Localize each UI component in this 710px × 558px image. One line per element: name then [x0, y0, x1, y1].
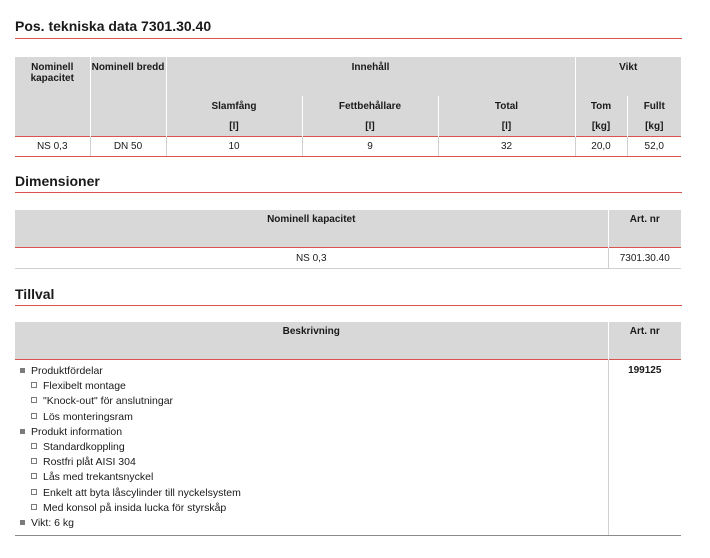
- list-item: [20, 470, 608, 485]
- hollow-square-bullet-icon: [31, 397, 37, 403]
- options-table: [15, 322, 681, 536]
- hollow-square-bullet-icon: [31, 504, 37, 510]
- cell-grease: 9: [302, 137, 438, 157]
- section-title-dimensions: Dimensioner: [15, 173, 100, 189]
- cell-art-no: 7301.30.40: [608, 248, 681, 269]
- section-divider: [15, 305, 682, 306]
- cell-sludge: 10: [166, 137, 302, 157]
- hollow-square-bullet-icon: [31, 489, 37, 495]
- table-row: [15, 360, 681, 536]
- hollow-square-bullet-icon: [31, 458, 37, 464]
- unit-sludge: [l]: [166, 116, 302, 137]
- list-item-label: Lös monteringsram: [43, 410, 133, 423]
- header-empty: Tom: [575, 96, 627, 116]
- unit-grease: [l]: [302, 116, 438, 137]
- table-row: [15, 137, 681, 157]
- hollow-square-bullet-icon: [31, 473, 37, 479]
- hollow-square-bullet-icon: [31, 443, 37, 449]
- header-description: Beskrivning: [15, 322, 608, 360]
- square-bullet-icon: [20, 429, 25, 434]
- technical-data-table: [15, 57, 681, 157]
- list-item-label: Vikt: 6 kg: [31, 517, 74, 530]
- cell-nominal-capacity: NS 0,3: [15, 248, 608, 269]
- header-full: Fullt: [627, 96, 681, 116]
- header-nominal-width: Nominell bredd: [90, 57, 166, 96]
- cell-description: [15, 360, 608, 536]
- list-item: [20, 440, 608, 455]
- header-art-no: Art. nr: [608, 322, 681, 360]
- list-item-label: Lås med trekantsnyckel: [43, 471, 154, 484]
- list-item-label: Produktfördelar: [31, 365, 103, 377]
- unit-total: [l]: [438, 116, 575, 137]
- table-row: [15, 248, 681, 269]
- cell-art-no: 199125: [608, 360, 681, 536]
- list-item: [20, 379, 608, 394]
- list-item: [20, 364, 608, 379]
- list-item-label: Rostfri plåt AISI 304: [43, 456, 136, 469]
- header-sludge: Slamfång: [166, 96, 302, 116]
- section-divider: [15, 192, 682, 193]
- square-bullet-icon: [20, 520, 25, 525]
- header-nominal-capacity: Nominell kapacitet: [15, 57, 90, 96]
- cell-total: 32: [438, 137, 575, 157]
- list-item: [20, 455, 608, 470]
- cell-empty: 20,0: [575, 137, 627, 157]
- cell-full: 52,0: [627, 137, 681, 157]
- list-item: [20, 394, 608, 409]
- feature-list: [15, 360, 608, 535]
- header-contents: Innehåll: [166, 57, 575, 96]
- header-grease: Fettbehållare: [302, 96, 438, 116]
- header-nominal-capacity: Nominell kapacitet: [15, 210, 608, 248]
- list-item: [20, 410, 608, 425]
- list-item: [20, 425, 608, 440]
- unit-empty: [kg]: [575, 116, 627, 137]
- section-title-technical-data: Pos. tekniska data 7301.30.40: [15, 18, 212, 34]
- list-item-label: Flexibelt montage: [43, 380, 126, 393]
- header-total: Total: [438, 96, 575, 116]
- list-item: [20, 486, 608, 501]
- list-item-label: Enkelt att byta låscylinder till nyckelsystem: [43, 486, 241, 499]
- unit-full: [kg]: [627, 116, 681, 137]
- square-bullet-icon: [20, 368, 25, 373]
- cell-nominal-width: DN 50: [90, 137, 166, 157]
- section-divider: [15, 38, 682, 39]
- header-art-no: Art. nr: [608, 210, 681, 248]
- list-item-label: Standardkoppling: [43, 441, 125, 454]
- list-item-label: Med konsol på insida lucka för styrskåp: [43, 501, 227, 514]
- cell-nominal-capacity: NS 0,3: [15, 137, 90, 157]
- list-item: [20, 501, 608, 516]
- list-item: [20, 516, 608, 531]
- section-title-options: Tillval: [15, 286, 55, 302]
- dimensions-table: [15, 210, 681, 269]
- header-weight: Vikt: [575, 57, 681, 96]
- list-item-label: Produkt information: [31, 425, 123, 438]
- list-item-label: "Knock-out" för anslutningar: [43, 395, 174, 408]
- hollow-square-bullet-icon: [31, 382, 37, 388]
- hollow-square-bullet-icon: [31, 413, 37, 419]
